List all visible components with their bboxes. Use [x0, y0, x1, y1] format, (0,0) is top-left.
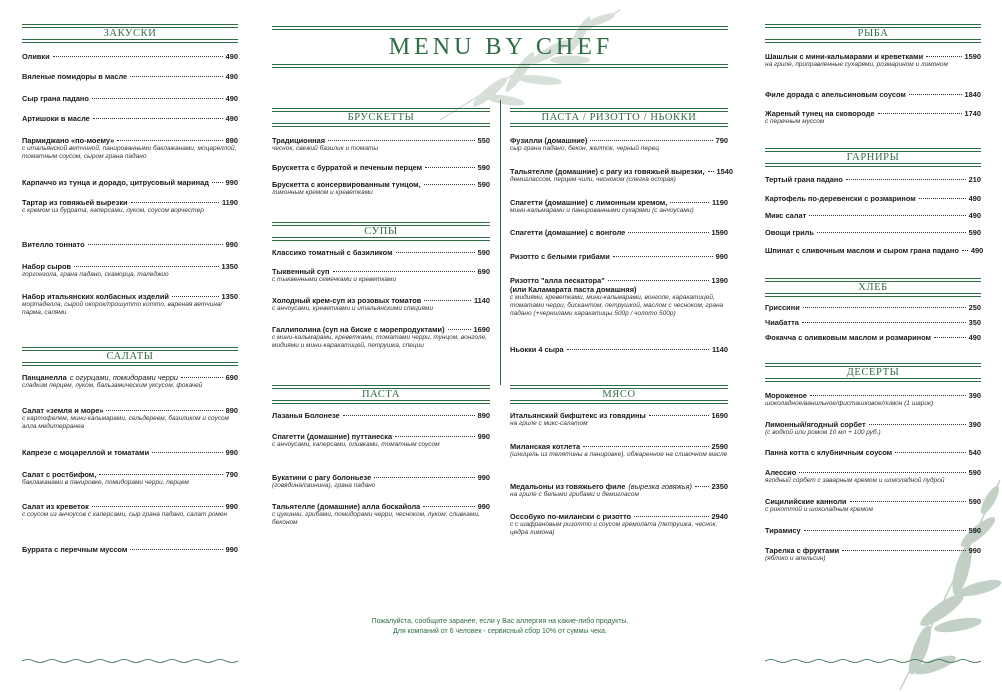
item-price: 250 [968, 303, 981, 312]
menu-item [272, 411, 490, 420]
dot-leader [423, 506, 474, 507]
item-name: Оливки [22, 52, 50, 61]
menu-item [765, 211, 981, 220]
item-price: 990 [968, 546, 981, 555]
dot-leader [448, 329, 471, 330]
item-price: 490 [225, 52, 238, 61]
item-price: 350 [968, 318, 981, 327]
item-price: 2350 [711, 482, 728, 491]
item-price: 1190 [221, 198, 238, 207]
item-name: Тертый грана падано [765, 175, 843, 184]
dot-leader [424, 184, 475, 185]
item-description: на гриле с белыми грибами и демигласом [510, 491, 639, 498]
item-price: 590 [477, 248, 490, 257]
item-price: 490 [970, 246, 984, 255]
item-price: 990 [225, 178, 238, 187]
item-price: 590 [968, 468, 981, 477]
item-description: с анчоусами, креветками и итальянскими специями [272, 305, 434, 312]
item-price: 1840 [964, 90, 981, 99]
item-description: с тыквенными семечками и креветками [272, 276, 397, 283]
menu-item [272, 296, 490, 313]
menu-item [765, 318, 981, 327]
dot-leader [130, 549, 222, 550]
dot-leader [567, 349, 709, 350]
dot-leader [117, 140, 222, 141]
item-price: 490 [968, 333, 981, 342]
item-subname: (или Каламарата паста домашняя) [510, 285, 637, 294]
menu-item [22, 545, 238, 554]
item-price: 590 [477, 163, 490, 172]
menu-item [510, 198, 728, 215]
menu-title: MENU BY CHEF [388, 34, 614, 60]
item-description: с рикоттой и шоколадным кремом [765, 506, 873, 513]
dot-leader [131, 202, 219, 203]
menu-item [22, 136, 238, 161]
item-description: на гриле с микс-салатом [510, 420, 588, 427]
item-description: с мини-кальмарами, креветками, томатами черри, тунцом, вонголе, мидиями и мини-каракатицей, петрушка, специи [272, 334, 487, 350]
menu-item [22, 406, 238, 431]
item-price: 490 [968, 194, 981, 203]
menu-item [765, 90, 981, 99]
item-name: Пармиджано «по-моему» [22, 136, 115, 145]
allergy-notice: Пожалуйста, сообщите заранее, если у Вас аллергия на какие-либо продукты. [371, 618, 629, 625]
item-name: Классико томатный с базиликом [272, 248, 393, 257]
menu-item [765, 526, 981, 535]
item-price: 540 [968, 448, 981, 457]
item-name: Салат с ростбифом, [22, 470, 97, 479]
item-name: Медальоны из говяжьего филе [510, 482, 626, 491]
menu-item [765, 391, 981, 408]
item-description: мортаделла, сырой окорок/прошутто котто, вареная ветчина/парма, салями [22, 301, 223, 317]
dot-leader [181, 377, 223, 378]
menu-item [765, 228, 981, 237]
item-name: Набор сыров [22, 262, 72, 271]
menu-item [765, 246, 984, 255]
item-description: ягодный сорбет с заварным кремом и шоколадной пудрой [765, 477, 945, 484]
dot-leader [130, 76, 222, 77]
section-title: РЫБА [857, 28, 889, 39]
item-name: Филе дорада с апельсиновым соусом [765, 90, 906, 99]
item-price: 1540 [716, 167, 733, 176]
section-title: СУПЫ [364, 226, 398, 237]
dot-leader [93, 118, 223, 119]
item-name: Алессио [765, 468, 797, 477]
item-name: Карпаччо из тунца и дорадо, цитрусовый маринад [22, 178, 209, 187]
section-title: САЛАТЫ [106, 351, 154, 362]
dot-leader [962, 250, 968, 251]
item-price: 1390 [711, 276, 728, 285]
dot-leader [649, 415, 709, 416]
item-price: 1590 [964, 52, 981, 61]
title-rule-top [272, 26, 728, 30]
menu-item [765, 52, 981, 69]
dot-leader [810, 395, 966, 396]
title-rule-bottom [272, 64, 728, 68]
menu-item [22, 470, 238, 487]
item-price: 2590 [711, 442, 728, 451]
item-price: 990 [715, 252, 728, 261]
dot-leader [328, 140, 475, 141]
item-name: Спагетти (домашние) с лимонным кремом, [510, 198, 668, 207]
item-price: 990 [477, 432, 490, 441]
dot-leader [106, 410, 222, 411]
section-header-pasta_risotto [510, 108, 728, 127]
section-title: БРУСКЕТТЫ [347, 112, 415, 123]
dot-leader [926, 56, 961, 57]
item-price: 1140 [711, 345, 728, 354]
menu-item [510, 482, 728, 499]
dot-leader [172, 296, 219, 297]
item-price: 590 [968, 497, 981, 506]
menu-item [510, 167, 733, 184]
item-name: Лазанья Болонезе [272, 411, 340, 420]
item-name: Фузилли (домашние) [510, 136, 588, 145]
dot-leader [850, 501, 966, 502]
item-description: сладким перцем, луком, бальзамическим уксусом, фокачей [22, 382, 203, 389]
section-header-deserty [765, 363, 981, 382]
item-name: Миланская котлета [510, 442, 581, 451]
dot-leader [695, 486, 709, 487]
item-price: 990 [225, 545, 238, 554]
section-title: ПАСТА / РИЗОТТО / НЬОККИ [541, 112, 697, 123]
item-price: 490 [225, 114, 238, 123]
item-name: Мороженое [765, 391, 807, 400]
menu-item [272, 248, 490, 257]
item-description: (яблоко и апельсин) [765, 555, 826, 562]
item-name: Фокачча с оливковым маслом и розмарином [765, 333, 931, 342]
menu-item [510, 345, 728, 354]
menu-item [510, 411, 728, 428]
item-price: 550 [477, 136, 490, 145]
dot-leader [374, 477, 474, 478]
item-price: 590 [968, 228, 981, 237]
dot-leader [634, 516, 708, 517]
item-name: Тартар из говяжьей вырезки [22, 198, 128, 207]
item-price: 990 [477, 502, 490, 511]
dot-leader [708, 171, 714, 172]
section-header-khleb [765, 278, 981, 297]
item-price: 390 [968, 420, 981, 429]
item-description: (говядина/свинина), грана падано [272, 482, 376, 489]
dot-leader [878, 113, 962, 114]
section-header-supy [272, 222, 490, 241]
menu-item [22, 178, 238, 187]
menu-item [765, 420, 981, 437]
item-price: 990 [225, 502, 238, 511]
dot-leader [99, 474, 222, 475]
section-header-zakuski [22, 24, 238, 43]
dot-leader [424, 300, 471, 301]
menu-item [510, 228, 728, 237]
item-description: баклажанами в панировке, помидорами черри, перцем [22, 479, 189, 486]
menu-item [22, 114, 238, 123]
item-description: с мидиями, креветками, мини-кальмарами, вонголе, каракатицей, томатами черри, бискантом, петрушкой, маслом с чесноком, грана падано (+чернилами каракатицы 500р / чолото 500р) [510, 294, 724, 318]
dot-leader [92, 98, 223, 99]
item-name: Спагетти (домашние) с вонголе [510, 228, 626, 237]
column-divider [500, 100, 501, 385]
item-name: Салат «земля и море» [22, 406, 104, 415]
dot-leader [396, 252, 475, 253]
menu-item [22, 292, 238, 317]
dot-leader [934, 337, 966, 338]
item-price: 1140 [473, 296, 490, 305]
dot-leader [88, 244, 223, 245]
section-title: ЗАКУСКИ [103, 28, 157, 39]
item-name: Ризотто с белыми грибами [510, 252, 610, 261]
item-description: сыр грана падано, бекон, желток, черный перец [510, 145, 659, 152]
item-description: демиглассом, перцем чили, чесноком (слегка острая) [510, 176, 676, 183]
menu-item [510, 442, 728, 459]
dot-leader [395, 436, 475, 437]
item-name: Тальятелле (домашние) с рагу из говяжьей вырезки, [510, 167, 705, 176]
menu-item [22, 502, 238, 519]
dot-leader [909, 94, 962, 95]
item-price: 890 [477, 411, 490, 420]
dot-leader [919, 198, 966, 199]
item-name: Шпинат с сливочным маслом и сыром грана падано [765, 246, 959, 255]
menu-item [272, 180, 490, 197]
section-header-salaty [22, 347, 238, 366]
section-header-garniry [765, 148, 981, 167]
item-description: на гриле, приправленные сухарями, розмарином и лимоном [765, 61, 948, 68]
item-price: 690 [477, 267, 490, 276]
item-name: Ризотто "алла пескатора" [510, 276, 605, 285]
item-description: с итальянской ветчиной, панированными баклажанами, моцареллой, томатным соусом, сыром грана падано [22, 145, 237, 161]
item-name: Галлиполина (суп на биске с морепродуктами) [272, 325, 445, 334]
dot-leader [846, 179, 966, 180]
menu-item [765, 468, 981, 485]
item-price: 490 [225, 72, 238, 81]
menu-item [510, 276, 728, 319]
dot-leader [804, 530, 966, 531]
menu-item [22, 52, 238, 61]
item-price: 210 [968, 175, 981, 184]
item-price: 590 [968, 526, 981, 535]
dot-leader [869, 424, 966, 425]
item-name-extra: с огурцами, помидорами черри [69, 373, 178, 382]
dot-leader [803, 307, 966, 308]
section-header-bruschetty [272, 108, 490, 127]
section-header-pasta_left [272, 385, 490, 404]
menu-item [765, 497, 981, 514]
dot-leader [590, 140, 712, 141]
item-price: 990 [225, 240, 238, 249]
dot-leader [92, 506, 223, 507]
item-name: Оссобуко по-милански с ризотто [510, 512, 632, 521]
menu-item [22, 240, 238, 249]
dot-leader [628, 232, 708, 233]
item-name: Гриссини [765, 303, 800, 312]
bottom-wave-right [765, 658, 981, 664]
menu-item [272, 473, 490, 490]
item-price: 790 [225, 470, 238, 479]
item-price: 590 [477, 180, 490, 189]
item-name: Жареный тунец на сковороде [765, 109, 875, 118]
item-description: с цукинни, грибами, помидорами черри, чесноком, луком, сливками, беконом [272, 511, 480, 527]
item-price: 690 [225, 373, 238, 382]
item-name: Овощи гриль [765, 228, 814, 237]
item-price: 490 [225, 94, 238, 103]
item-price: 990 [477, 473, 490, 482]
dot-leader [152, 452, 223, 453]
menu-item [272, 267, 490, 284]
item-price: 1690 [711, 411, 728, 420]
item-name: Вителло тоннато [22, 240, 85, 249]
item-description: (с водкой или ромом 10 мл + 100 руб.) [765, 429, 881, 436]
item-name: Итальянский бифштекс из говядины [510, 411, 646, 420]
item-name: Вяленые помидоры в масле [22, 72, 128, 81]
item-name: Брускетта с консервированным тунцом, [272, 180, 421, 189]
section-title: ГАРНИРЫ [846, 152, 900, 163]
item-price: 1350 [221, 262, 238, 271]
menu-item [272, 502, 490, 527]
item-price: 1690 [473, 325, 490, 334]
item-price: 2940 [711, 512, 728, 521]
item-name: Набор итальянских колбасных изделий [22, 292, 169, 301]
dot-leader [608, 280, 709, 281]
item-description: чеснок, свежий базилик и томаты [272, 145, 379, 152]
menu-item [272, 432, 490, 449]
item-price: 790 [715, 136, 728, 145]
item-name: Панна котта с клубничным соусом [765, 448, 893, 457]
menu-item [510, 252, 728, 261]
item-name: Лимонный/ягодный сорбет [765, 420, 866, 429]
item-description: с кремом из буррата, каперсами, луком, соусом ворчестер [22, 207, 204, 214]
item-price: 1190 [711, 198, 728, 207]
section-title: ПАСТА [361, 389, 401, 400]
dot-leader [799, 472, 965, 473]
item-description: лимонным кремом и креветками [272, 189, 373, 196]
section-header-myaso [510, 385, 728, 404]
item-name: Ньокки 4 сыра [510, 345, 564, 354]
section-title: ХЛЕБ [858, 282, 888, 293]
item-description: с перечным муссом [765, 118, 825, 125]
item-description: с картофелем, мини-кальмарами, сельдереем, базиликом и соусом алла медитерранеа [22, 415, 230, 431]
item-name: Капрезе с моцареллой и томатами [22, 448, 150, 457]
dot-leader [817, 232, 966, 233]
menu-item [22, 72, 238, 81]
dot-leader [670, 202, 709, 203]
item-name: Букатини с рагу болоньезе [272, 473, 372, 482]
dot-leader [333, 271, 475, 272]
item-name: Тальятелле (домашние) алла боскайола [272, 502, 421, 511]
item-name: Традиционная [272, 136, 326, 145]
item-price: 1590 [711, 228, 728, 237]
dot-leader [842, 550, 965, 551]
item-name: Картофель по-деревенски с розмарином [765, 194, 916, 203]
menu-item [510, 512, 728, 537]
item-name-extra: (вырезка говяжья) [628, 482, 693, 491]
menu-item [22, 262, 238, 279]
item-description: с с шафрановым ризотто и соусом гремолата (петрушка, чеснок, цедра лимона) [510, 521, 718, 537]
item-price: 990 [225, 448, 238, 457]
dot-leader [802, 322, 966, 323]
item-name: Шашлык с мини-кальмарами и креветками [765, 52, 924, 61]
menu-item [22, 198, 238, 215]
menu-item [272, 163, 490, 172]
item-price: 490 [968, 211, 981, 220]
dot-leader [425, 167, 475, 168]
item-price: 890 [225, 136, 238, 145]
item-name: Панцанелла [22, 373, 67, 382]
menu-item [765, 333, 981, 342]
item-name: Сицилийские канноли [765, 497, 847, 506]
section-title: МЯСО [602, 389, 636, 400]
item-description: с соусом из анчоусов с каперсами, сыр грана падано, салат ромен [22, 511, 228, 518]
item-name: Тирамису [765, 526, 801, 535]
dot-leader [212, 182, 223, 183]
menu-item [22, 373, 238, 390]
dot-leader [343, 415, 475, 416]
dot-leader [809, 215, 965, 216]
item-name: Тарелка с фруктами [765, 546, 840, 555]
menu-item [510, 136, 728, 153]
menu-item [272, 325, 490, 350]
section-header-ryba [765, 24, 981, 43]
menu-item [765, 194, 981, 203]
item-price: 1740 [964, 109, 981, 118]
item-description: (шницель из телятины в панировке), обжаренное на сливочном масле [510, 451, 728, 458]
item-name: Буррата с перечным муссом [22, 545, 128, 554]
item-name: Тыквенный суп [272, 267, 330, 276]
item-price: 890 [225, 406, 238, 415]
dot-leader [53, 56, 223, 57]
menu-item [22, 448, 238, 457]
item-name: Брускетта с бурратой и печеным перцем [272, 163, 423, 172]
section-title: ДЕСЕРТЫ [846, 367, 900, 378]
item-description: с анчоусами, каперсами, оливками, томатным соусом [272, 441, 440, 448]
footer-notice [300, 617, 700, 637]
service-fee-notice: Для компаний от 6 человек - сервисный сбор 10% от суммы чека. [393, 628, 607, 635]
menu-item [765, 109, 981, 126]
item-name: Микс салат [765, 211, 807, 220]
item-description: горгонзола, грана падано, скаморца, таледжио [22, 271, 169, 278]
dot-leader [895, 452, 966, 453]
item-name: Холодный крем-суп из розовых томатов [272, 296, 422, 305]
bottom-wave-left [22, 658, 238, 664]
item-name: Сыр грана падано [22, 94, 89, 103]
menu-item [22, 94, 238, 103]
item-price: 1350 [221, 292, 238, 301]
menu-item [765, 546, 981, 563]
menu-item [765, 175, 981, 184]
menu-item [765, 303, 981, 312]
menu-item [272, 136, 490, 153]
menu-item [765, 448, 981, 457]
item-description: мини-кальмарами и панированными сухарями (с анчоусами) [510, 207, 694, 214]
dot-leader [74, 266, 218, 267]
item-description: шоколадное/ванильное/фисташковое/лимон (1 шарик) [765, 400, 934, 407]
item-name: Спагетти (домашние) путтанеска [272, 432, 393, 441]
dot-leader [613, 256, 713, 257]
dot-leader [583, 446, 708, 447]
item-name: Артишоки в масле [22, 114, 90, 123]
item-name: Салат из креветок [22, 502, 89, 511]
item-price: 390 [968, 391, 981, 400]
item-name: Чиабатта [765, 318, 799, 327]
